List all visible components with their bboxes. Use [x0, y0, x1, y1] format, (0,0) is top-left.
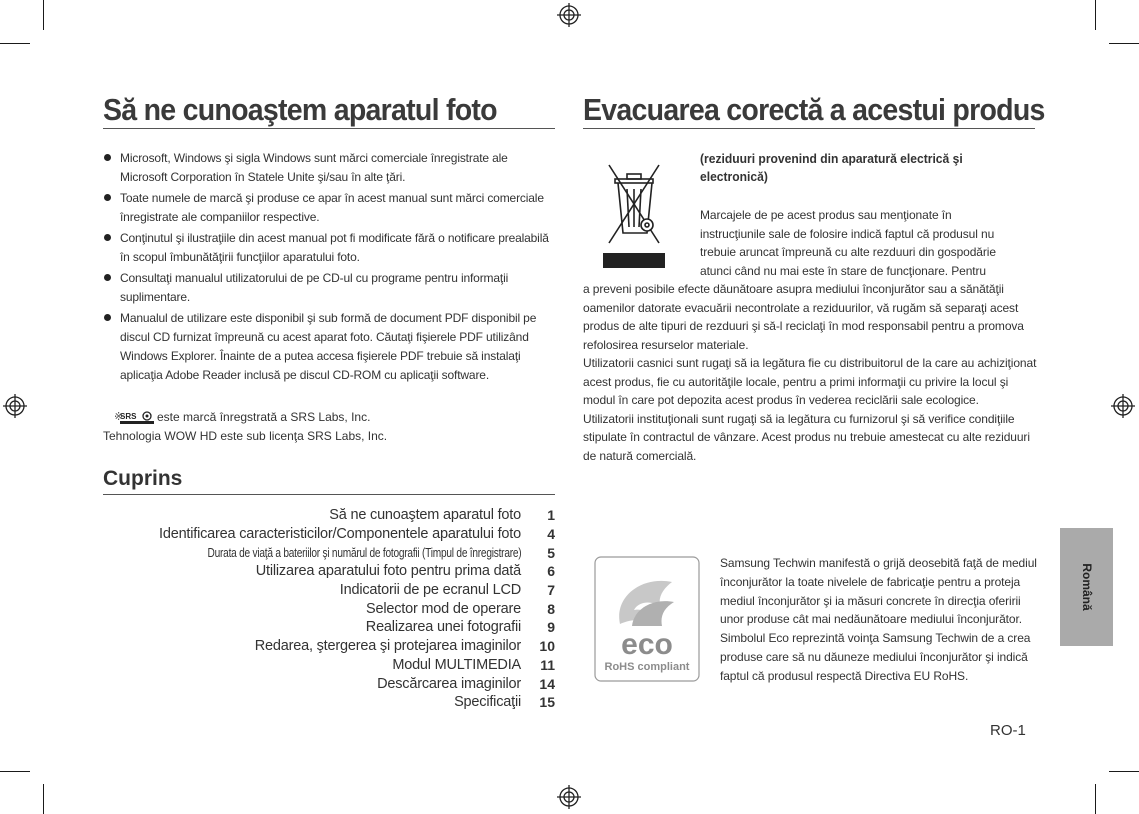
srs-note-line2: Tehnologia WOW HD este sub licenţa SRS Labs, Inc.: [103, 429, 388, 443]
notice-list: [103, 149, 555, 387]
srs-note-line1: este marcă înregstrată a SRS Labs, Inc.: [157, 410, 371, 424]
notice-item: Consultaţi manualul utilizatorului de pe CD-ul cu programe pentru informaţii suplimentare.: [103, 269, 555, 307]
svg-text:SRS: SRS: [120, 411, 137, 421]
language-tab-label: Română: [1079, 563, 1094, 611]
eco-description: Samsung Techwin manifestă o grijă deosebită faţă de mediul înconjurător la toate nivelele de fabricaţie pentru a proteja mediul înconjurător şi ia măsuri concrete în direcţia oferirii unor produse cât mai nedăunătoare mediului înconjurător. Simbolul Eco reprezintă voinţa Samsung Techwin de a crea produse care să nu dăuneze mediului înconjurător şi indică faptul că produsul respectă Directiva EU RoHS.: [720, 556, 1037, 683]
toc-heading: Cuprins: [103, 467, 183, 490]
toc-entry[interactable]: Specificaţii 15: [454, 694, 555, 711]
crossed-out-bin-icon: [597, 157, 671, 271]
weee-body: a preveni posibile efecte dăunătoare asupra mediului înconjurător sau a sănătăţii oamenilor datorate evacuării necontrolate a reziduurilor, vă rugăm să separaţi acest produs de alte tipuri de rezduuri şi să-l reciclaţi în mod responsabil pentru a promova refolosirea resurselor materiale. Utilizatorii casnici sunt rugaţi să ia legătura fie cu distribuitorul de la care au achiziţionat acest produs, fie cu autorităţile locale, pentru a primi informaţii cu privire la locul şi modul în care pot depozita acest produs în vederea reciclării sale ecologice. Utilizatorii instituţionali sunt rugaţi să ia legătura cu furnizorul şi să verifice condiţiile stipulate în contractul de vânzare. Acest produs nu trebuie amestecat cu alte reziduuri de natură comercială.: [583, 282, 1037, 463]
registration-mark-icon: [557, 785, 581, 809]
crop-mark: [43, 784, 44, 814]
toc-entry[interactable]: Descărcarea imaginilor 14: [377, 675, 555, 692]
toc-entry[interactable]: Să ne cunoaştem aparatul foto 1: [329, 507, 555, 524]
bullet-icon: [104, 154, 111, 161]
eco-rohs-logo-icon: [594, 556, 700, 682]
title-underline: [583, 128, 1035, 129]
crop-mark: [1095, 784, 1096, 814]
toc-entry[interactable]: Redarea, ştergerea şi protejarea imaginilor 10: [254, 638, 555, 655]
note-mark: ※: [114, 411, 124, 423]
table-of-contents: [103, 506, 555, 712]
toc-entry[interactable]: Realizarea unei fotografii 9: [365, 619, 555, 636]
bullet-icon: [104, 274, 111, 281]
toc-entry[interactable]: Utilizarea aparatului foto pentru prima dată 6: [255, 563, 555, 580]
page-number: RO-1: [990, 722, 1026, 739]
notice-item: Microsoft, Windows şi sigla Windows sunt mărci comerciale înregistrate ale Microsoft Corporation în Statele Unite şi/sau în alte ţări.: [103, 149, 555, 187]
bullet-icon: [104, 314, 111, 321]
srs-trademark-note: [103, 408, 555, 446]
notice-item: Conţinutul şi ilustraţiile din acest manual pot fi modificate fără o notificare prealabilă în scopul îmbunătăţirii funcţiilor aparatului foto.: [103, 229, 555, 267]
eco-logo-word: eco: [621, 628, 673, 661]
right-page-title: Evacuarea corectă a acestui produs: [583, 92, 1045, 127]
registration-mark-icon: [1111, 394, 1135, 418]
left-page-title: Să ne cunoaştem aparatul foto: [103, 92, 497, 127]
toc-entry[interactable]: Selector mod de operare 8: [366, 600, 555, 617]
crop-mark: [1109, 771, 1139, 772]
title-underline: [103, 128, 555, 129]
toc-entry[interactable]: Modul MULTIMEDIA 11: [392, 656, 555, 673]
toc-entry[interactable]: Identificarea caracteristicilor/Componentele aparatului foto 4: [159, 526, 555, 543]
weee-subtitle: (reziduuri provenind din aparatură electrică şi electronică): [700, 151, 963, 184]
crop-mark: [43, 0, 44, 30]
crop-mark: [1095, 0, 1096, 30]
language-tab[interactable]: [1060, 528, 1113, 646]
notice-item: Toate numele de marcă şi produse ce apar în acest manual sunt mărci comerciale înregistrate ale companiilor respective.: [103, 189, 555, 227]
srs-logo-icon: [120, 411, 154, 425]
bullet-icon: [104, 194, 111, 201]
toc-underline: [103, 494, 555, 495]
crop-mark: [0, 771, 30, 772]
notice-item: Manualul de utilizare este disponibil şi sub formă de document PDF disponibil pe discul CD furnizat împreună cu acest aparat foto. Căutaţi fişierele PDF utilizând Windows Explorer. Înainte de a putea accesa fişierele PDF trebuie să instalaţi aplicaţia Adobe Reader inclusă pe discul CD-ROM cu aplicaţii software.: [103, 309, 555, 385]
bullet-icon: [104, 234, 111, 241]
toc-entry[interactable]: Durata de viaţă a bateriilor şi numărul de fotografii (Timpul de înregistrare) 5: [207, 544, 555, 561]
toc-entry[interactable]: Indicatorii de pe ecranul LCD 7: [339, 582, 555, 599]
registration-mark-icon: [557, 3, 581, 27]
crop-mark: [1109, 43, 1139, 44]
weee-intro-lines: Marcajele de pe acest produs sau menţionate în instrucţiunile sale de folosire indică faptul că produsul nu trebuie aruncat împreună cu alte rezduuri din gospodărie atunci când nu mai este în stare de funcţionare. Pentru: [700, 208, 996, 278]
eco-logo-subtitle: RoHS compliant: [604, 661, 690, 673]
registration-mark-icon: [3, 394, 27, 418]
crop-mark: [0, 43, 30, 44]
